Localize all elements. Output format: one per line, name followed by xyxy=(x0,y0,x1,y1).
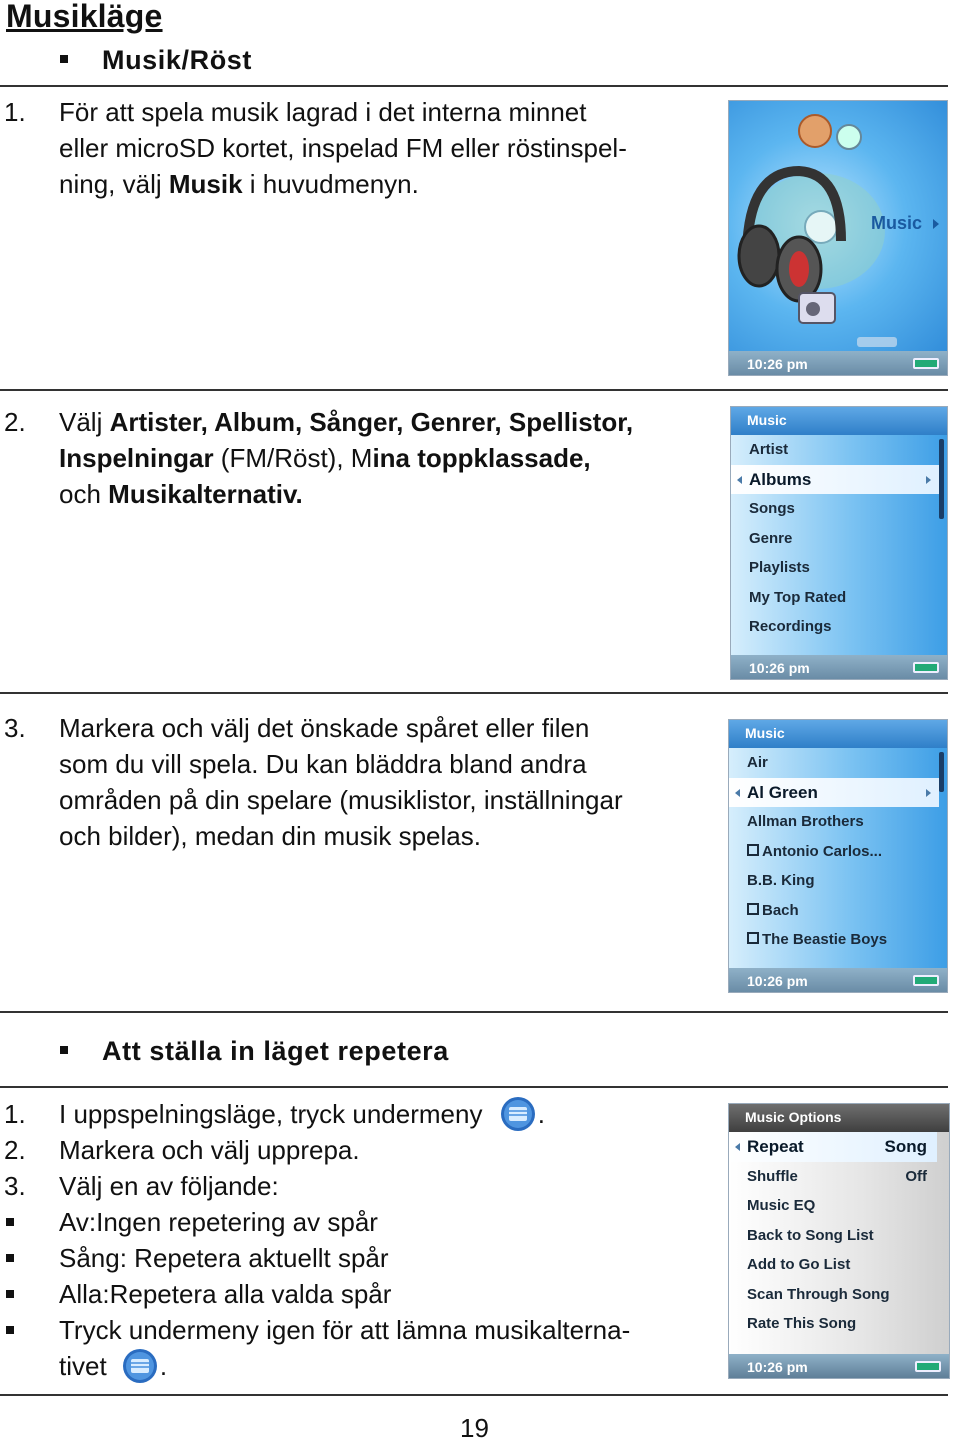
submenu-button-icon xyxy=(120,1348,160,1384)
bullet-square xyxy=(6,1218,14,1226)
section-heading-text: Musik/Röst xyxy=(102,45,253,75)
divider xyxy=(0,85,948,87)
exit-bullet-line1: Tryck undermeny igen för att lämna musikalterna- xyxy=(59,1315,631,1345)
headphones-cup-accent xyxy=(789,251,809,287)
step-number: 3. xyxy=(4,1171,26,1201)
scrollbar xyxy=(939,439,944,519)
menu-item[interactable] xyxy=(731,612,939,642)
bottom-icon xyxy=(857,337,897,347)
page-number: 19 xyxy=(460,1413,489,1443)
divider xyxy=(0,389,948,391)
menu-item[interactable] xyxy=(729,896,939,926)
divider xyxy=(0,692,948,694)
text-line xyxy=(59,404,633,440)
battery-icon xyxy=(915,1361,941,1372)
screen-title-bar xyxy=(729,720,947,748)
clock: 10:26 pm xyxy=(747,356,808,372)
exit-bullet xyxy=(59,1312,630,1386)
section-heading-music-voice xyxy=(60,45,252,76)
option-bullet: Alla:Repetera alla valda spår xyxy=(59,1279,392,1309)
notes-icon xyxy=(799,115,831,147)
repeat-step-1 xyxy=(59,1096,545,1134)
text-line xyxy=(59,782,623,818)
menu-item[interactable] xyxy=(731,494,939,524)
music-menu-list xyxy=(731,435,939,642)
chevron-right-icon xyxy=(926,789,931,797)
bullet-square xyxy=(60,55,68,63)
radio-speaker xyxy=(806,302,820,316)
menu-item-label: Add to Go List xyxy=(747,1256,851,1273)
album-icon xyxy=(747,844,759,856)
battery-icon xyxy=(913,358,939,369)
device-screen-music-menu xyxy=(730,406,948,680)
repeat-step-2: Markera och välj upprepa. xyxy=(59,1135,360,1165)
scrollbar xyxy=(939,752,944,792)
step-1-text xyxy=(59,94,627,202)
screen-title-bar xyxy=(729,1104,949,1132)
main-menu-label: Music xyxy=(871,213,923,233)
battery-icon xyxy=(913,662,939,673)
status-bar xyxy=(729,351,947,375)
menu-item[interactable] xyxy=(729,1280,937,1310)
text-run: och xyxy=(59,479,109,509)
menu-item-value: Song xyxy=(884,1137,927,1156)
text-line xyxy=(59,440,633,476)
bold-term: Artister, Album, Sånger, Genrer, Spellistor, xyxy=(109,407,634,437)
menu-item-label: Air xyxy=(747,754,768,771)
menu-item-label: B.B. King xyxy=(747,872,815,889)
step-number: 2. xyxy=(4,1135,26,1165)
bold-term: Inspelningar xyxy=(59,443,214,473)
menu-item[interactable] xyxy=(731,553,939,583)
step-2-text xyxy=(59,404,633,512)
bold-term: Musik xyxy=(168,169,243,199)
clock: 10:26 pm xyxy=(747,1359,808,1375)
menu-item-label: Antonio Carlos... xyxy=(762,842,882,860)
chevron-left-icon xyxy=(737,476,742,484)
repeat-step-3: Välj en av följande: xyxy=(59,1171,279,1201)
option-bullet: Sång: Repetera aktuellt spår xyxy=(59,1243,389,1273)
menu-item[interactable] xyxy=(729,1191,937,1221)
battery-icon xyxy=(913,975,939,986)
status-bar xyxy=(731,655,947,679)
bold-term: Musikalternativ. xyxy=(108,479,303,509)
device-screen-artist-list xyxy=(728,719,948,993)
menu-item[interactable] xyxy=(729,1221,937,1251)
bold-term: ina toppklassade, xyxy=(372,443,591,473)
menu-item-label: Songs xyxy=(749,500,795,517)
bullet-square xyxy=(6,1290,14,1298)
music-options-list xyxy=(729,1132,937,1339)
exit-bullet-line2: tivet xyxy=(59,1351,107,1381)
screen-title: Music xyxy=(745,725,785,741)
menu-item-label: Back to Song List xyxy=(747,1226,874,1244)
text-run: (FM/Röst), M xyxy=(213,443,373,473)
step-number: 2. xyxy=(4,407,26,437)
headphones-left-cup xyxy=(739,226,779,286)
text-line xyxy=(59,710,623,746)
menu-item[interactable] xyxy=(729,778,939,808)
menu-item-label: Rate This Song xyxy=(747,1315,857,1332)
album-icon xyxy=(747,932,759,944)
bullet-square xyxy=(6,1326,14,1334)
menu-item[interactable] xyxy=(731,524,939,554)
text-line xyxy=(59,746,623,782)
menu-item-label: Scan Through Song xyxy=(747,1285,890,1303)
text-line xyxy=(59,130,627,166)
menu-item-label: Genre xyxy=(749,529,793,547)
submenu-button-icon xyxy=(498,1096,538,1132)
menu-item[interactable] xyxy=(731,583,939,613)
status-bar xyxy=(729,968,947,992)
section-heading-text: Att ställa in läget repetera xyxy=(102,1036,449,1066)
text-run: områden på din spelare (musiklistor, inställningar xyxy=(59,785,623,815)
text-line xyxy=(59,818,623,854)
step-3-text xyxy=(59,710,623,854)
menu-item-label: My Top Rated xyxy=(749,588,847,606)
chevron-left-icon xyxy=(735,1143,740,1151)
repeat-step-1-suffix: . xyxy=(537,1099,545,1129)
menu-item-label: Al Green xyxy=(747,782,818,802)
text-run: och bilder), medan din musik spelas. xyxy=(59,821,481,851)
menu-item[interactable] xyxy=(729,866,939,896)
menu-item[interactable] xyxy=(729,1250,937,1280)
screen-title-bar xyxy=(731,407,947,435)
screen-title: Music xyxy=(747,412,787,428)
bullet-square xyxy=(60,1046,68,1054)
device-screen-main-menu xyxy=(728,100,948,376)
menu-item-label: Repeat xyxy=(747,1137,804,1156)
menu-item-label: The Beastie Boys xyxy=(762,931,888,948)
section-heading-repeat xyxy=(60,1036,449,1067)
menu-item[interactable] xyxy=(729,748,939,778)
arrow-right-icon xyxy=(933,219,939,229)
artist-list xyxy=(729,748,939,955)
menu-item-label: Recordings xyxy=(749,618,832,635)
menu-item-label: Bach xyxy=(762,901,799,919)
text-line xyxy=(59,94,627,130)
device-screen-music-options xyxy=(728,1103,950,1379)
exit-bullet-suffix: . xyxy=(159,1351,168,1381)
text-line xyxy=(59,476,633,512)
divider xyxy=(0,1394,948,1396)
divider xyxy=(0,1011,948,1013)
text-run: Markera och välj det önskade spåret eller filen xyxy=(59,713,590,743)
screen-title: Music Options xyxy=(745,1109,842,1125)
menu-item-label: Allman Brothers xyxy=(747,813,864,830)
menu-item[interactable] xyxy=(729,1132,937,1162)
option-bullet: Av:Ingen repetering av spår xyxy=(59,1207,378,1237)
step-number: 1. xyxy=(4,97,26,127)
menu-item[interactable] xyxy=(729,1162,937,1192)
menu-item[interactable] xyxy=(731,435,939,465)
menu-item-value: Off xyxy=(905,1167,927,1185)
album-icon xyxy=(747,903,759,915)
page-title: Musikläge xyxy=(6,0,163,34)
menu-item[interactable] xyxy=(729,925,939,955)
text-run: i huvudmenyn. xyxy=(242,169,419,199)
text-run: som du vill spela. Du kan bläddra bland andra xyxy=(59,749,587,779)
menu-item[interactable] xyxy=(729,807,939,837)
step-number: 3. xyxy=(4,713,26,743)
menu-item[interactable] xyxy=(729,1309,937,1339)
text-run: eller microSD kortet, inspelad FM eller röstinspel- xyxy=(59,133,627,163)
clock: 10:26 pm xyxy=(749,660,810,676)
repeat-step-1-text: I uppspelningsläge, tryck undermeny xyxy=(59,1099,483,1129)
text-line xyxy=(59,166,627,202)
status-bar xyxy=(729,1354,949,1378)
menu-item-label: Shuffle xyxy=(747,1167,798,1185)
clock: 10:26 pm xyxy=(747,973,808,989)
text-run: ning, välj xyxy=(59,169,169,199)
menu-item[interactable] xyxy=(731,465,939,495)
chevron-right-icon xyxy=(926,476,931,484)
menu-item-label: Albums xyxy=(749,469,812,489)
menu-item-label: Artist xyxy=(749,441,789,458)
divider xyxy=(0,1086,948,1088)
top-icon xyxy=(837,125,861,149)
menu-item-label: Music EQ xyxy=(747,1197,816,1214)
bullet-square xyxy=(6,1254,14,1262)
cd-hub xyxy=(805,211,837,243)
menu-item-label: Playlists xyxy=(749,559,810,576)
text-run: För att spela musik lagrad i det interna minnet xyxy=(59,97,587,127)
menu-item[interactable] xyxy=(729,837,939,867)
chevron-left-icon xyxy=(735,789,740,797)
step-number: 1. xyxy=(4,1099,26,1129)
text-run: Välj xyxy=(59,407,110,437)
